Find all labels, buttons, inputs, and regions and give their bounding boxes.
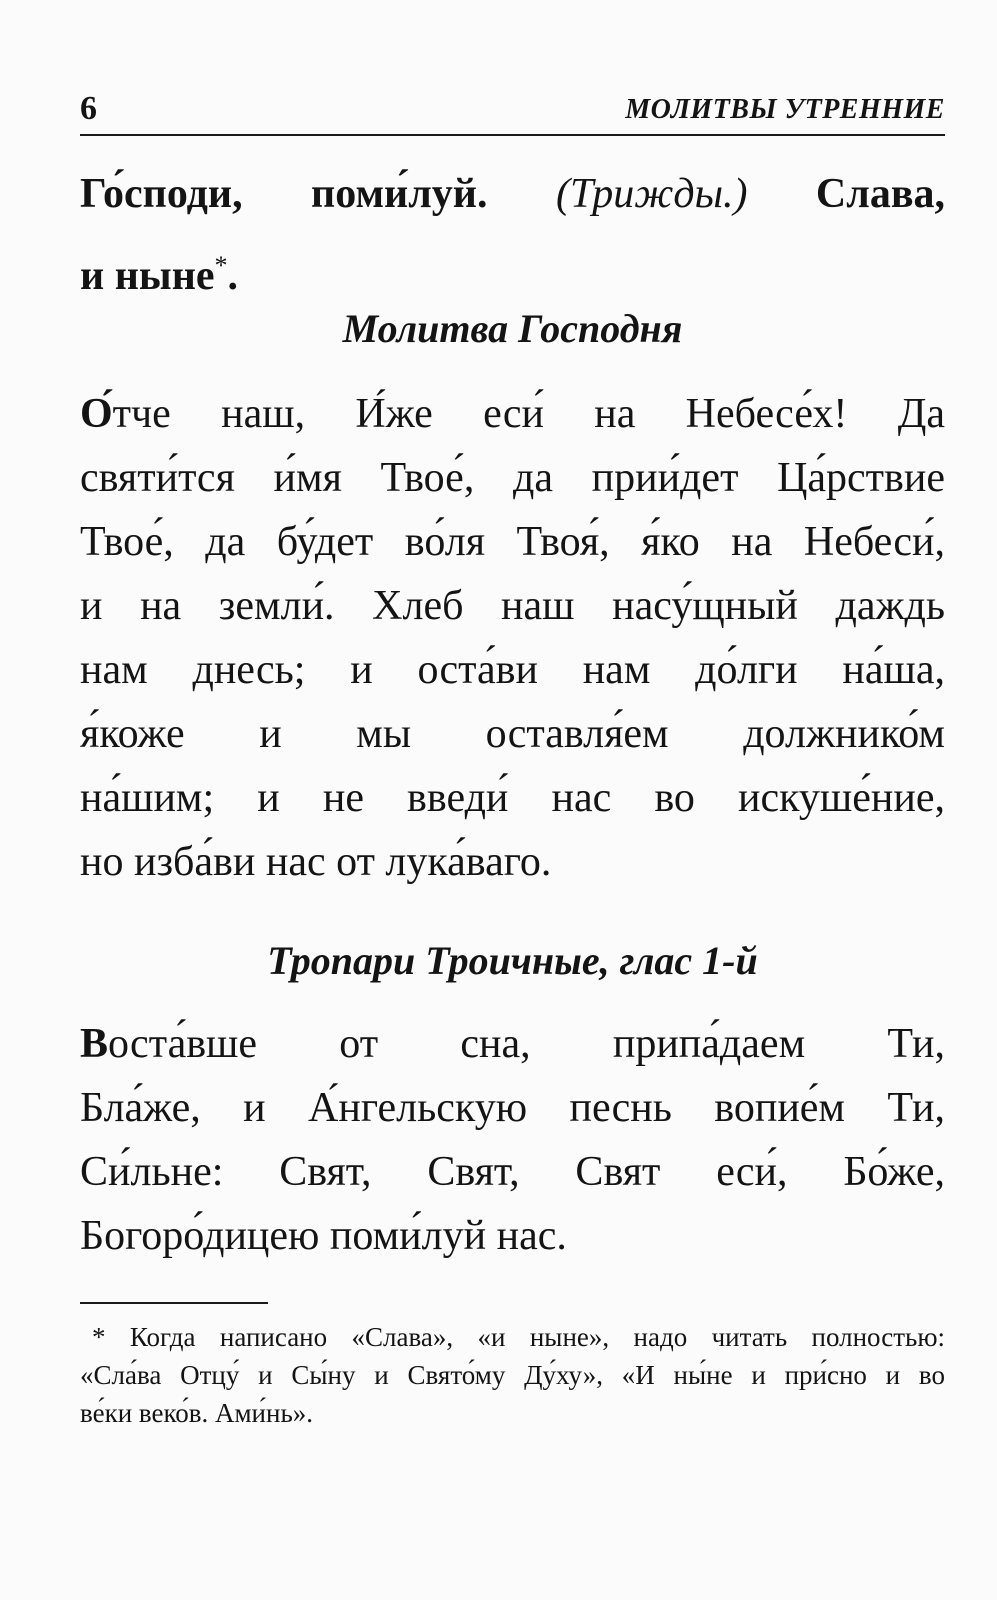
page-header — [80, 84, 945, 136]
troparion-line: Богоро́дицею поми́луй нас. — [80, 1213, 567, 1259]
prayer-line: святи́тся и́мя Твое́, да прии́дет Ца́рствие — [80, 455, 945, 501]
troparia-text — [80, 1012, 945, 1268]
drop-capital: В — [80, 1021, 109, 1067]
prayer-line: нам днесь; и оста́ви нам до́лги на́ша, — [80, 647, 945, 693]
footnote-marker: * — [214, 251, 228, 280]
section-heading-troparia: Тропари Троичные, глас 1-й — [267, 938, 758, 983]
page-number: 6 — [80, 90, 97, 127]
troparion-line-text: оста́вше от сна, припа́даем Ти, — [108, 1021, 945, 1067]
prayer-line: но изба́ви нас от лука́ваго. — [80, 839, 552, 885]
prayer-line-text: тче наш, И́же еси́ на Небесе́х! Да — [112, 391, 945, 437]
prayer-line: Твое́, да бу́дет во́ля Твоя́, я́ко на Небеси́, — [80, 519, 945, 565]
section-heading-lords-prayer: Молитва Господня — [342, 306, 683, 351]
troparion-line: Си́льне: Свят, Свят, Свят еси́, Бо́же, — [80, 1149, 945, 1195]
opening-bold-start: Го́споди, поми́луй. — [80, 171, 556, 217]
footnote-divider — [80, 1302, 268, 1304]
lords-prayer-text — [80, 382, 945, 894]
opening-bold-end: Слава, — [747, 171, 946, 217]
opening-line2-text: и ныне — [80, 253, 215, 299]
footnote-line: ве́ки веко́в. Ами́нь». — [80, 1398, 314, 1428]
opening-line-2 — [80, 230, 945, 312]
opening-line2-period: . — [227, 253, 239, 299]
troparion-line — [80, 1012, 945, 1076]
drop-capital: О́ — [80, 391, 113, 437]
prayer-line: на́шим; и не введи́ нас во искуше́ние, — [80, 775, 945, 821]
opening-rubric-italic: (Трижды.) — [555, 171, 748, 217]
troparion-line: Бла́же, и А́нгельскую песнь вопие́м Ти, — [80, 1085, 945, 1131]
footnote-line: * Когда написано «Слава», «и ныне», надо читать полностью: — [92, 1322, 945, 1352]
footnote-line: «Сла́ва Отцу́ и Сы́ну и Свято́му Ду́ху», «И ны́не и при́сно и во — [80, 1360, 945, 1390]
footnote — [80, 1318, 945, 1432]
prayer-line: я́коже и мы оставля́ем должнико́м — [80, 711, 945, 757]
prayer-line — [80, 382, 945, 446]
opening-line-1 — [80, 158, 945, 230]
opening-rubric — [80, 158, 945, 312]
running-title: МОЛИТВЫ УТРЕННИЕ — [625, 94, 945, 125]
prayer-line: и на земли́. Хлеб наш насу́щный даждь — [80, 583, 945, 629]
